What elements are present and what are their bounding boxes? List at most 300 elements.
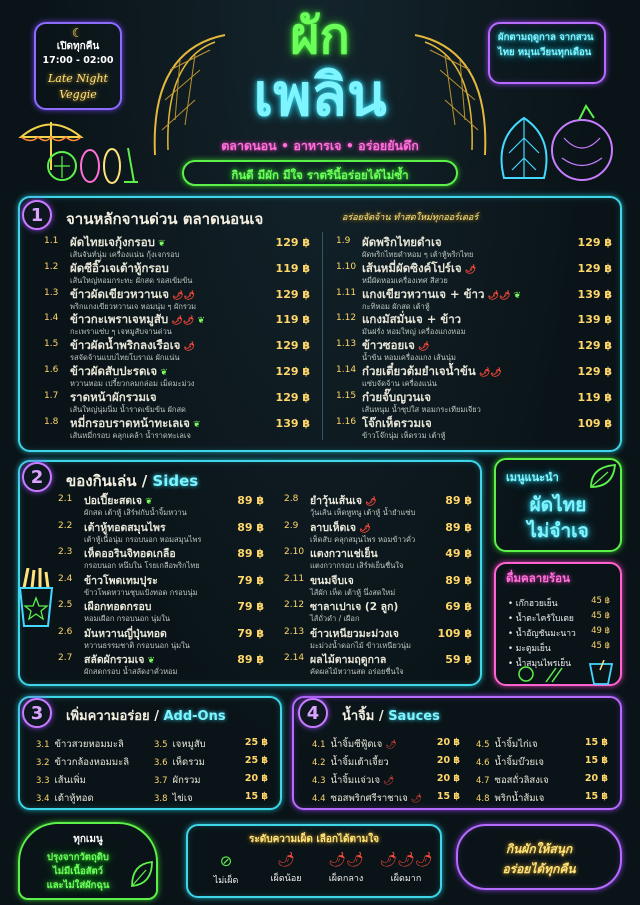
item-price: 20 ฿: [436, 737, 460, 748]
item-description: หวานหอม เปรี้ยวกลมกล่อม เม็ดมะม่วง: [70, 379, 195, 388]
spice-level-2-label: เผ็ดกลาง: [328, 874, 364, 884]
item-name: น้ำจิ้มไก่เจ: [494, 739, 538, 750]
item-description: ข้าวโจ๊กนุ่ม เห็ดรวม เต้าหู้: [362, 430, 446, 440]
spice-level-2: [318, 852, 374, 885]
item-number: 3.8: [154, 794, 168, 804]
plant-text-1: ปรุงจากวัตถุดิบ: [47, 852, 109, 863]
item-number: 2.11: [284, 573, 305, 584]
item-number: 1.7: [44, 390, 59, 401]
chili-3-icon: 🌶🌶🌶: [379, 852, 433, 868]
item-name: น้ำจิ้มซีฟู้ดเจ 🌶: [330, 739, 397, 750]
drink-price: 45 ฿: [591, 611, 610, 621]
item-name: ผัดไทยเจกุ้งกรอบ ❦: [70, 235, 166, 249]
item-price: 20 ฿: [436, 773, 460, 784]
item-name: เส้นหมี่ผัดซิงค์โปร์เจ 🌶: [362, 260, 477, 275]
hours-text: 17:00 - 02:00: [42, 55, 114, 66]
item-price: 15 ฿: [584, 755, 608, 766]
item-name: โจ๊กเห็ดรวมเจ: [362, 415, 432, 430]
spice-level-1: [258, 852, 314, 885]
slogan-line2: อร่อยได้ทุกคืน: [502, 862, 576, 876]
item-number: 2.12: [284, 600, 305, 610]
item-number: 4.3: [312, 776, 326, 786]
menu-item[interactable]: [336, 363, 612, 389]
fries-icon: [16, 568, 56, 628]
item-name: ผลไม้ตามฤดูกาล: [310, 654, 387, 666]
item-name: ผักรวม: [172, 775, 201, 786]
item-price: 89 ฿: [237, 653, 264, 666]
spice-level-0: [198, 852, 254, 887]
item-name: ข้าวสวยหอมมะลิ: [54, 739, 124, 750]
title-line2: เพลิน: [253, 61, 387, 129]
leaf-badge-icon: [130, 860, 154, 888]
spice-level-3: [378, 852, 434, 885]
item-number: 1.6: [44, 365, 59, 375]
item-number: 1.1: [44, 236, 59, 246]
menu-item[interactable]: [284, 651, 472, 677]
item-description: หมี่ผัดหอมเครื่องเทศ สีสวย: [362, 275, 448, 285]
menu-item[interactable]: [336, 389, 612, 415]
item-name: ก๋วยเตี๋ยวต้มยำเจน้ำข้น 🌶🌶: [362, 364, 502, 378]
item-price: 119 ฿: [275, 261, 310, 275]
item-number: 1.9: [336, 236, 351, 246]
item-description: เส้นจันท์นุ่ม เครื่องแน่น กุ้งเจกรอบ: [70, 250, 180, 259]
item-description: กรอบนอก หนึบใน โรยเกลือพริกไทย: [84, 561, 200, 570]
drink-price: 45 ฿: [591, 596, 610, 606]
item-number: 2.4: [58, 573, 73, 584]
drink-name: • น้ำอัญชันมะนาว: [508, 629, 576, 639]
addon-item[interactable]: [312, 773, 460, 788]
item-name: ปอเปี๊ยะสดเจ ❦: [84, 495, 153, 507]
item-number: 4.1: [312, 740, 326, 750]
menu-item[interactable]: [58, 545, 264, 571]
recommend-label: เมนูแนะนำ: [506, 471, 559, 484]
item-number: 3.7: [154, 776, 168, 786]
menu-item[interactable]: [44, 234, 310, 260]
veggie-text: Veggie: [59, 88, 97, 101]
chili-icon: 🌶: [380, 776, 395, 786]
menu-item[interactable]: [44, 389, 310, 415]
menu-item[interactable]: [58, 492, 264, 518]
open-label: เปิดทุกคืน: [56, 41, 100, 52]
drink-item[interactable]: [508, 596, 610, 610]
item-name: ข้าวโพดเทมปุระ: [84, 574, 158, 587]
item-description: เส้นใหญ่นุ่มนิ่ม น้ำราดเข้มข้น ผักสด: [70, 404, 186, 414]
addon-item[interactable]: [476, 773, 608, 788]
seasonal-note-text: ผักตามฤดูกาล จากสวนไทย หมุนเวียนทุกเดือน: [498, 32, 594, 58]
item-name: น้ำจิ้มบ๊วยเจ: [494, 757, 544, 768]
item-name: ก๋วยจั๊บญวนเจ: [362, 389, 431, 404]
spice-level-0-label: ไม่เผ็ด: [213, 876, 239, 886]
item-price: 15 ฿: [584, 737, 608, 748]
item-name: พริกน้ำส้มเจ: [494, 793, 545, 804]
item-number: 2.1: [58, 494, 73, 504]
recommend-box: [494, 458, 622, 552]
item-number: 3.5: [154, 740, 168, 750]
addon-item[interactable]: [476, 737, 608, 752]
item-price: 89 ฿: [237, 520, 264, 534]
item-name: ข้าวผัดเขียวหวานเจ 🌶🌶: [70, 286, 195, 301]
item-name: สลัดผักรวมเจ ❦: [84, 654, 156, 666]
section2-title-en: Sides: [152, 472, 199, 490]
subtitle: ตลาดนอน • อาหารเจ • อร่อยยันดึก: [221, 138, 419, 153]
item-name: เห็ดออรินจิทอดเกลือ: [84, 548, 176, 560]
drink-cup-icon: [586, 660, 616, 686]
item-name: เต้าหู้ทอด: [54, 793, 94, 804]
menu-item[interactable]: [44, 415, 310, 441]
item-description: หวานธรรมชาติ กรอบนอก นุ่มใน: [84, 640, 190, 650]
item-number: 2.2: [58, 520, 73, 531]
menu-item[interactable]: [44, 311, 310, 337]
item-name: ลาบเห็ดเจ 🌶: [310, 521, 371, 534]
slogan-box: [456, 824, 622, 890]
drink-item[interactable]: [508, 626, 610, 640]
item-description: มันฝรั่ง หอมใหญ่ เครื่องแกงหอม: [362, 327, 466, 337]
chili-icon: 🌶: [180, 342, 195, 353]
section4-title-th: น้ำจิ้ม /: [342, 709, 389, 724]
item-price: 129 ฿: [275, 287, 310, 301]
leaf-icon: ❦: [154, 239, 166, 249]
item-name: ข้าวเหนียวมะม่วงเจ: [310, 627, 399, 640]
section1-title: จานหลักจานด่วน ตลาดนอนเจ: [66, 210, 264, 228]
recommend-dish-line2: ไม่จำเจ: [527, 520, 589, 542]
item-price: 129 ฿: [577, 261, 612, 275]
hours-badge: [34, 22, 122, 110]
item-description: ผัดพริกไทยดำหอม ๆ เต้าหู้พริกไทย: [362, 250, 474, 259]
addon-item[interactable]: [36, 773, 144, 788]
drinks-box: [494, 562, 622, 686]
chili-icon: 🌶: [362, 497, 377, 507]
item-number: 1.10: [336, 261, 357, 272]
item-name: ซอสถั่วลิสงเจ: [494, 775, 549, 786]
section3-number: 3: [22, 698, 52, 728]
item-price: 89 ฿: [237, 494, 264, 507]
item-description: แตงกวากรอบ เสิร์ฟเย็นชื่นใจ: [310, 561, 404, 570]
item-description: เส้นใหญ่หอมกระทะ ผักสด รอสเข้มข้น: [70, 275, 193, 285]
item-name: น้ำจิ้มเต้าเจี้ยว: [330, 757, 389, 768]
item-description: คัดผลไม้หวานสด อร่อยชื่นใจ: [310, 667, 404, 676]
item-number: 1.2: [44, 261, 59, 272]
chili-icon: 🌶: [407, 794, 423, 804]
item-price: 49 ฿: [445, 547, 472, 560]
item-number: 4.4: [312, 794, 326, 804]
item-price: 129 ฿: [275, 236, 310, 249]
item-description: แซ่บจัดจ้าน เครื่องแน่น: [362, 379, 437, 388]
leaf-icon: [588, 462, 618, 490]
spice-title: ระดับความเผ็ด เลือกได้ตามใจ: [249, 834, 379, 845]
item-price: 109 ฿: [577, 416, 612, 430]
chili-icon: 🌶🌶: [169, 290, 195, 301]
item-price: 129 ฿: [577, 339, 612, 353]
no-spice-icon: ⊘: [219, 852, 233, 870]
menu-item[interactable]: [58, 519, 264, 545]
drink-name: • น้ำตะไคร้ใบเตย: [508, 614, 574, 624]
menu-item[interactable]: [44, 286, 310, 312]
item-description: มะม่วงน้ำดอกไม้ ข้าวเหนียวนุ่ม: [310, 640, 412, 650]
vegetables-right-icon: [494, 98, 624, 190]
addon-item[interactable]: [154, 791, 268, 806]
item-number: 2.5: [58, 600, 73, 610]
item-price: 15 ฿: [436, 791, 460, 802]
item-name: ข้าวกะเพราเจหมูสับ 🌶🌶 ❦: [70, 312, 205, 327]
item-number: 1.13: [336, 339, 357, 350]
chili-icon: 🌶: [356, 523, 371, 534]
chili-icon: 🌶🌶: [168, 316, 195, 327]
chili-icon: 🌶🌶: [484, 290, 511, 301]
item-description: ผักสดกรอบ น้ำสลัดงาคั่วหอม: [84, 667, 178, 676]
section2-title-th: ของกินเล่น /: [66, 472, 153, 490]
spice-level-1-label: เผ็ดน้อย: [270, 874, 302, 884]
addon-item[interactable]: [476, 755, 608, 770]
tagline-text: กินดี มีผัก มีใจ ราตรีนี้อร่อยได้ไม่ซ้ำ: [231, 168, 409, 182]
item-name: ซอสพริกศรีราชาเจ 🌶: [330, 793, 423, 804]
menu-item[interactable]: [336, 234, 612, 260]
item-number: 2.7: [58, 653, 73, 663]
item-number: 2.14: [284, 653, 305, 663]
item-name: เจหมูสับ: [172, 739, 206, 750]
item-number: 1.11: [336, 287, 357, 298]
menu-item[interactable]: [284, 545, 472, 571]
item-name: ซาลาเปาเจ (2 ลูก): [310, 601, 399, 613]
item-name: น้ำจิ้มแจ่วเจ 🌶: [330, 775, 395, 786]
menu-item[interactable]: [284, 625, 472, 651]
addon-item[interactable]: [312, 791, 460, 806]
item-number: 3.2: [36, 758, 50, 768]
item-number: 4.8: [476, 794, 490, 804]
item-number: 1.5: [44, 339, 59, 350]
item-name: แกงเขียวหวานเจ + ข้าว 🌶🌶 ❦: [362, 286, 522, 301]
chili-icon: 🌶: [382, 740, 397, 750]
item-number: 1.12: [336, 313, 357, 324]
item-description: หอมเผือก กรอบนอก นุ่มใน: [84, 614, 171, 623]
title-line1: ผัก: [290, 7, 350, 65]
addon-item[interactable]: [312, 755, 460, 770]
leaf-icon: ❦: [144, 656, 156, 666]
item-number: 1.15: [336, 390, 357, 401]
item-price: 109 ฿: [437, 626, 472, 640]
item-description: ข้าวโพดหวานชุบแป้งทอด กรอบนุ่ม: [84, 587, 198, 597]
recommend-dish-line1: ผัดไทย: [529, 494, 587, 516]
menu-item[interactable]: [336, 311, 612, 337]
item-description: วุ้นเส้น เห็ดหูหนู เต้าหู้ น้ำยำแซ่บ: [310, 508, 416, 517]
item-name: ข้าวกล้องหอมมะลิ: [54, 757, 130, 768]
spice-level-3-label: เผ็ดมาก: [390, 874, 422, 884]
item-number: 2.13: [284, 626, 305, 637]
item-name: มันหวานญี่ปุ่นทอด: [84, 627, 167, 640]
item-price: 129 ฿: [577, 365, 612, 378]
item-number: 2.8: [284, 494, 299, 504]
drink-name: • มะตูมเย็น: [508, 644, 551, 654]
leaf-icon: ❦: [194, 316, 205, 327]
item-number: 3.4: [36, 794, 50, 804]
item-description: น้ำข้น หอมเครื่องแกง เส้นนุ่ม: [362, 353, 456, 363]
slogan-line1: กินผักให้สนุก: [505, 842, 573, 856]
chili-icon: 🌶: [461, 264, 477, 275]
chili-icon: 🌶: [414, 342, 430, 353]
item-name: แกงมัสมั่นเจ + ข้าว: [362, 312, 462, 327]
item-price: 129 ฿: [275, 339, 310, 353]
item-number: 3.1: [36, 740, 50, 750]
herb-icon: [516, 664, 576, 684]
item-description: เส้นหนุม น้ำซุปใส หอมกระเทียมเจียว: [362, 404, 481, 414]
item-name: ยำวุ้นเส้นเจ 🌶: [310, 495, 377, 507]
item-price: 119 ฿: [577, 390, 612, 404]
menu-item[interactable]: [336, 415, 612, 441]
menu-item[interactable]: [58, 651, 264, 677]
item-name: ผัดพริกไทยดำเจ: [362, 235, 442, 249]
spice-level-legend: [186, 824, 442, 898]
item-number: 2.10: [284, 547, 305, 557]
item-description: เต้าหู้เนื้อนุ่ม กรอบนอก หอมสมุนไพร: [84, 534, 202, 544]
item-description: กะทิหอม ผักสด เต้าหู้: [362, 301, 430, 311]
menu-item[interactable]: [44, 337, 310, 363]
section3-title-th: เพิ่มความอร่อย /: [66, 709, 164, 724]
item-name: เผือกทอดกรอบ: [84, 601, 152, 613]
menu-item[interactable]: [336, 286, 612, 312]
plant-based-badge: [18, 822, 158, 900]
menu-item[interactable]: [58, 598, 264, 624]
item-name: หมี่กรอบราดหน้าทะเลเจ ❦: [70, 415, 201, 430]
menu-item[interactable]: [336, 260, 612, 286]
plant-text-2: ไม่มีเนื้อสัตว์: [52, 866, 104, 877]
every-menu-text: ทุกเมนู: [73, 834, 103, 845]
item-price: 89 ฿: [445, 494, 472, 507]
item-description: พริกแกงเขียวหวานเจ หอมนุ่ม ๆ ผักรวม: [70, 301, 197, 311]
chili-1-icon: 🌶: [277, 852, 295, 868]
section1-divider: [322, 232, 323, 440]
menu-item[interactable]: [284, 492, 472, 518]
item-number: 1.3: [44, 287, 59, 298]
section3-title: [66, 705, 226, 726]
section2-title: [66, 469, 198, 493]
leaf-icon: ❦: [510, 290, 522, 301]
drink-price: 45 ฿: [591, 641, 610, 651]
leaf-icon: ❦: [142, 497, 153, 507]
item-number: 2.9: [284, 520, 299, 531]
item-price: 129 ฿: [275, 365, 310, 378]
addon-item[interactable]: [312, 737, 460, 752]
item-description: ผักสด เต้าหู้ เสิร์ฟกับน้ำจิ้มหวาน: [84, 508, 187, 517]
addon-item[interactable]: [154, 773, 268, 788]
drink-price: 49 ฿: [591, 626, 610, 636]
seasonal-note: [488, 22, 606, 84]
item-number: 2.6: [58, 626, 73, 637]
item-price: 59 ฿: [445, 653, 472, 666]
item-price: 129 ฿: [577, 236, 612, 249]
item-price: 15 ฿: [244, 791, 268, 802]
item-description: ไส้ผัก เห็ด เต้าหู้ นึ่งสดใหม่: [310, 587, 396, 597]
item-price: 20 ฿: [584, 773, 608, 784]
addon-item[interactable]: [476, 791, 608, 806]
plant-text-3: และไม่ใส่ผักฉุน: [46, 880, 110, 891]
menu-item[interactable]: [284, 572, 472, 598]
item-number: 4.2: [312, 758, 326, 768]
item-number: 1.14: [336, 365, 357, 375]
item-price: 89 ฿: [445, 573, 472, 587]
item-price: 139 ฿: [577, 313, 612, 327]
item-number: 3.6: [154, 758, 168, 768]
menu-item[interactable]: [44, 363, 310, 389]
item-name: ข้าวซอยเจ 🌶: [362, 338, 430, 353]
item-description: เห็ดสับ คลุกสมุนไพร หอมข้าวคั่ว: [310, 534, 416, 544]
drinks-title: ดื่มคลายร้อน: [506, 571, 570, 585]
menu-item[interactable]: [284, 519, 472, 545]
drink-name: • เก๊กฮวยเย็น: [508, 599, 558, 609]
item-name: ราดหน้าผักรวมเจ: [70, 389, 157, 404]
drink-name: • น้ำสมุนไพรเย็น: [508, 659, 572, 669]
item-number: 1.16: [336, 416, 357, 427]
item-price: 69 ฿: [445, 600, 472, 613]
item-name: ข้าวผัดน้ำพริกลงเรือเจ 🌶: [70, 338, 195, 353]
item-price: 25 ฿: [244, 737, 268, 748]
menu-item[interactable]: [336, 337, 612, 363]
item-name: ไข่เจ: [172, 793, 193, 804]
item-price: 25 ฿: [244, 755, 268, 766]
section4-title-en: Sauces: [388, 709, 440, 724]
item-name: แตงกวาแช่เย็น: [310, 548, 378, 560]
item-price: 89 ฿: [445, 520, 472, 534]
item-price: 15 ฿: [584, 791, 608, 802]
item-number: 1.8: [44, 416, 59, 427]
addon-item[interactable]: [154, 755, 268, 770]
menu-item[interactable]: [284, 598, 472, 624]
item-description: เส้นหมี่กรอบ คลุกเคล้า น้ำราดทะเลเจ: [70, 430, 191, 440]
item-price: 20 ฿: [244, 773, 268, 784]
menu-item[interactable]: [58, 625, 264, 651]
chili-2-icon: 🌶🌶: [328, 852, 364, 868]
item-name: ขนมจีบเจ: [310, 574, 354, 587]
addon-item[interactable]: [154, 737, 268, 752]
item-name: เห็ดรวม: [172, 757, 205, 768]
item-number: 2.3: [58, 547, 73, 557]
item-name: ผัดซีอิ๊วเจเต้าหู้กรอบ: [70, 260, 169, 275]
item-price: 79 ฿: [237, 626, 264, 640]
item-number: 4.6: [476, 758, 490, 768]
item-name: ข้าวผัดสับปะรดเจ ❦: [70, 364, 168, 378]
drink-item[interactable]: [508, 611, 610, 625]
vegetables-left-icon: [46, 138, 142, 188]
tagline-banner: [182, 160, 458, 186]
item-price: 139 ฿: [577, 287, 612, 301]
addon-item[interactable]: [36, 755, 144, 770]
section3-title-en: Add-Ons: [163, 709, 226, 724]
moon-icon: ☾: [72, 26, 83, 40]
addon-item[interactable]: [36, 737, 144, 752]
item-price: 79 ฿: [237, 573, 264, 587]
leaf-icon: ❦: [189, 419, 201, 430]
drink-item[interactable]: [508, 641, 610, 655]
item-number: 4.5: [476, 740, 490, 750]
item-number: 3.3: [36, 776, 50, 786]
section2-number: 2: [22, 462, 52, 492]
section4-number: 4: [298, 698, 328, 728]
item-number: 4.7: [476, 776, 490, 786]
section1-number: 1: [22, 200, 52, 230]
late-night-text: Late Night: [48, 72, 108, 85]
item-price: 20 ฿: [436, 755, 460, 766]
item-description: ไส้ถั่วดำ / เผือก: [310, 614, 360, 623]
item-description: รสจัดจ้านแบบไทยโบราณ ผักแน่น: [70, 353, 180, 363]
item-number: 1.4: [44, 313, 59, 324]
item-price: 79 ฿: [237, 600, 264, 613]
menu-item[interactable]: [44, 260, 310, 286]
item-price: 119 ฿: [275, 313, 310, 327]
item-description: กะเพราแซ่บ ๆ เจหมูสับจานด่วน: [70, 327, 172, 337]
addon-item[interactable]: [36, 791, 144, 806]
item-price: 139 ฿: [275, 416, 310, 430]
chili-icon: 🌶🌶: [475, 368, 502, 378]
item-price: 129 ฿: [275, 390, 310, 404]
menu-item[interactable]: [58, 572, 264, 598]
